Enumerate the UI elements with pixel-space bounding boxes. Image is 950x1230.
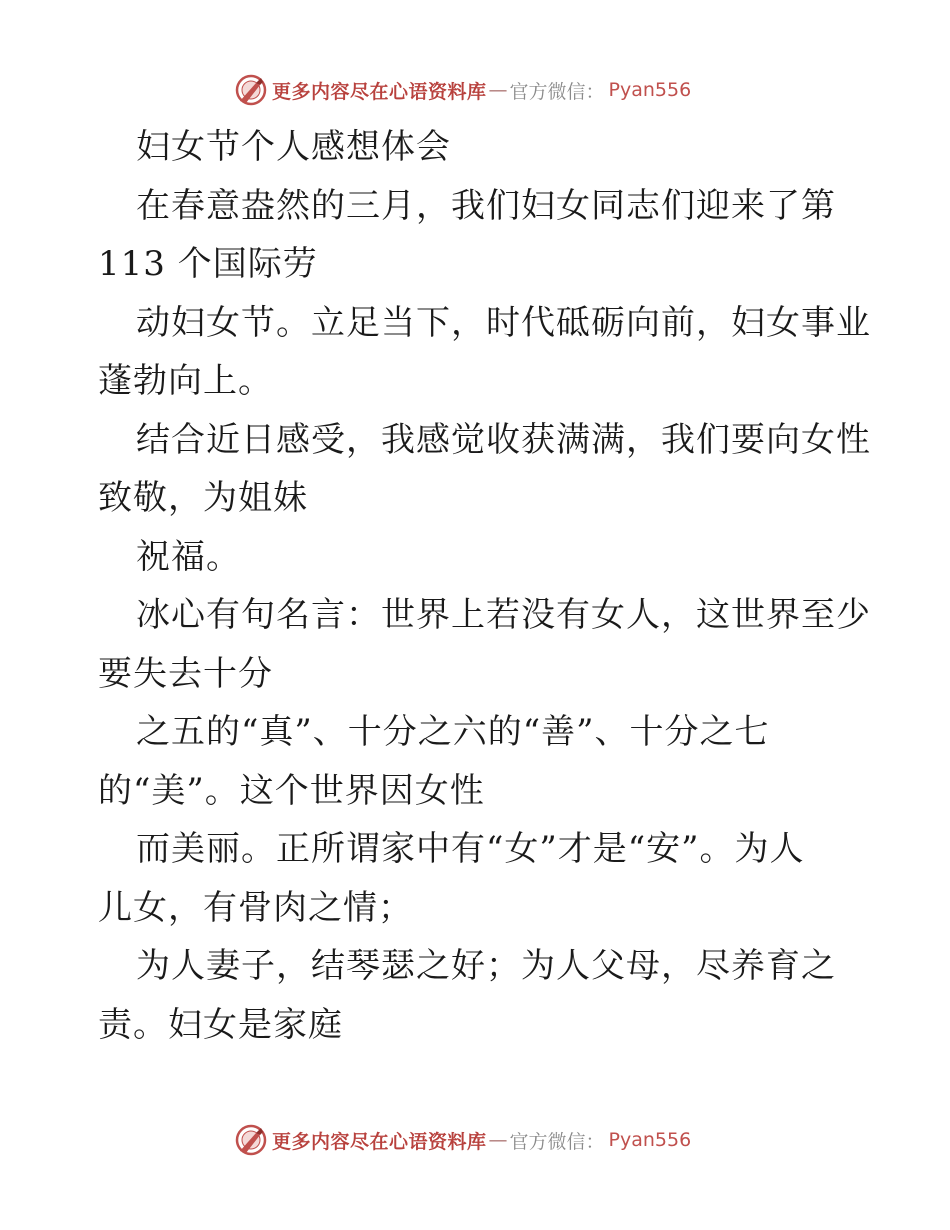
text-line: 致敬，为姐妹 (98, 478, 308, 518)
banner-wechat-id: Pyan556 (608, 1129, 692, 1151)
banner-dash: — (488, 1129, 508, 1151)
banner-wechat-label: 官方微信： (509, 80, 605, 103)
text-line: 为人妻子，结琴瑟之好；为人父母，尽养育之 (136, 946, 836, 986)
footer-banner (234, 1120, 691, 1160)
text-line: 妇女节个人感想体会 (136, 127, 451, 167)
text-line: 在春意盎然的三月，我们妇女同志们迎来了第 (136, 185, 836, 226)
text-line: 蓬勃向上。 (98, 361, 273, 401)
pen-logo-icon (234, 73, 268, 107)
text-line: 冰心有句名言：世界上若没有女人，这世界至少 (136, 595, 871, 635)
text-line: 之五的“真”、十分之六的“善”、十分之七 (136, 712, 770, 752)
text-line: 113 个国际劳 (98, 244, 318, 284)
banner-wechat-id: Pyan556 (608, 79, 692, 101)
text-line: 祝福。 (136, 536, 241, 577)
text-line: 结合近日感受，我感觉收获满满，我们要向女性 (136, 419, 871, 460)
text-line: 而美丽。正所谓家中有“女”才是“安”。为人 (136, 829, 805, 869)
banner-dash: — (488, 79, 508, 101)
text-line: 责。妇女是家庭 (98, 1004, 343, 1045)
banner-brand-text: 更多内容尽在心语资料库 (272, 1130, 487, 1153)
banner-brand-text: 更多内容尽在心语资料库 (272, 80, 487, 103)
text-line: 动妇女节。立足当下，时代砥砺向前，妇女事业 (136, 302, 871, 343)
banner-wechat-label: 官方微信： (509, 1130, 605, 1153)
text-line: 要失去十分 (98, 653, 273, 694)
pen-logo-icon (234, 1123, 268, 1157)
text-line: 的“美”。这个世界因女性 (98, 770, 485, 811)
header-banner (234, 70, 691, 110)
document-body (98, 118, 871, 1054)
text-line: 儿女，有骨肉之情； (98, 887, 413, 928)
